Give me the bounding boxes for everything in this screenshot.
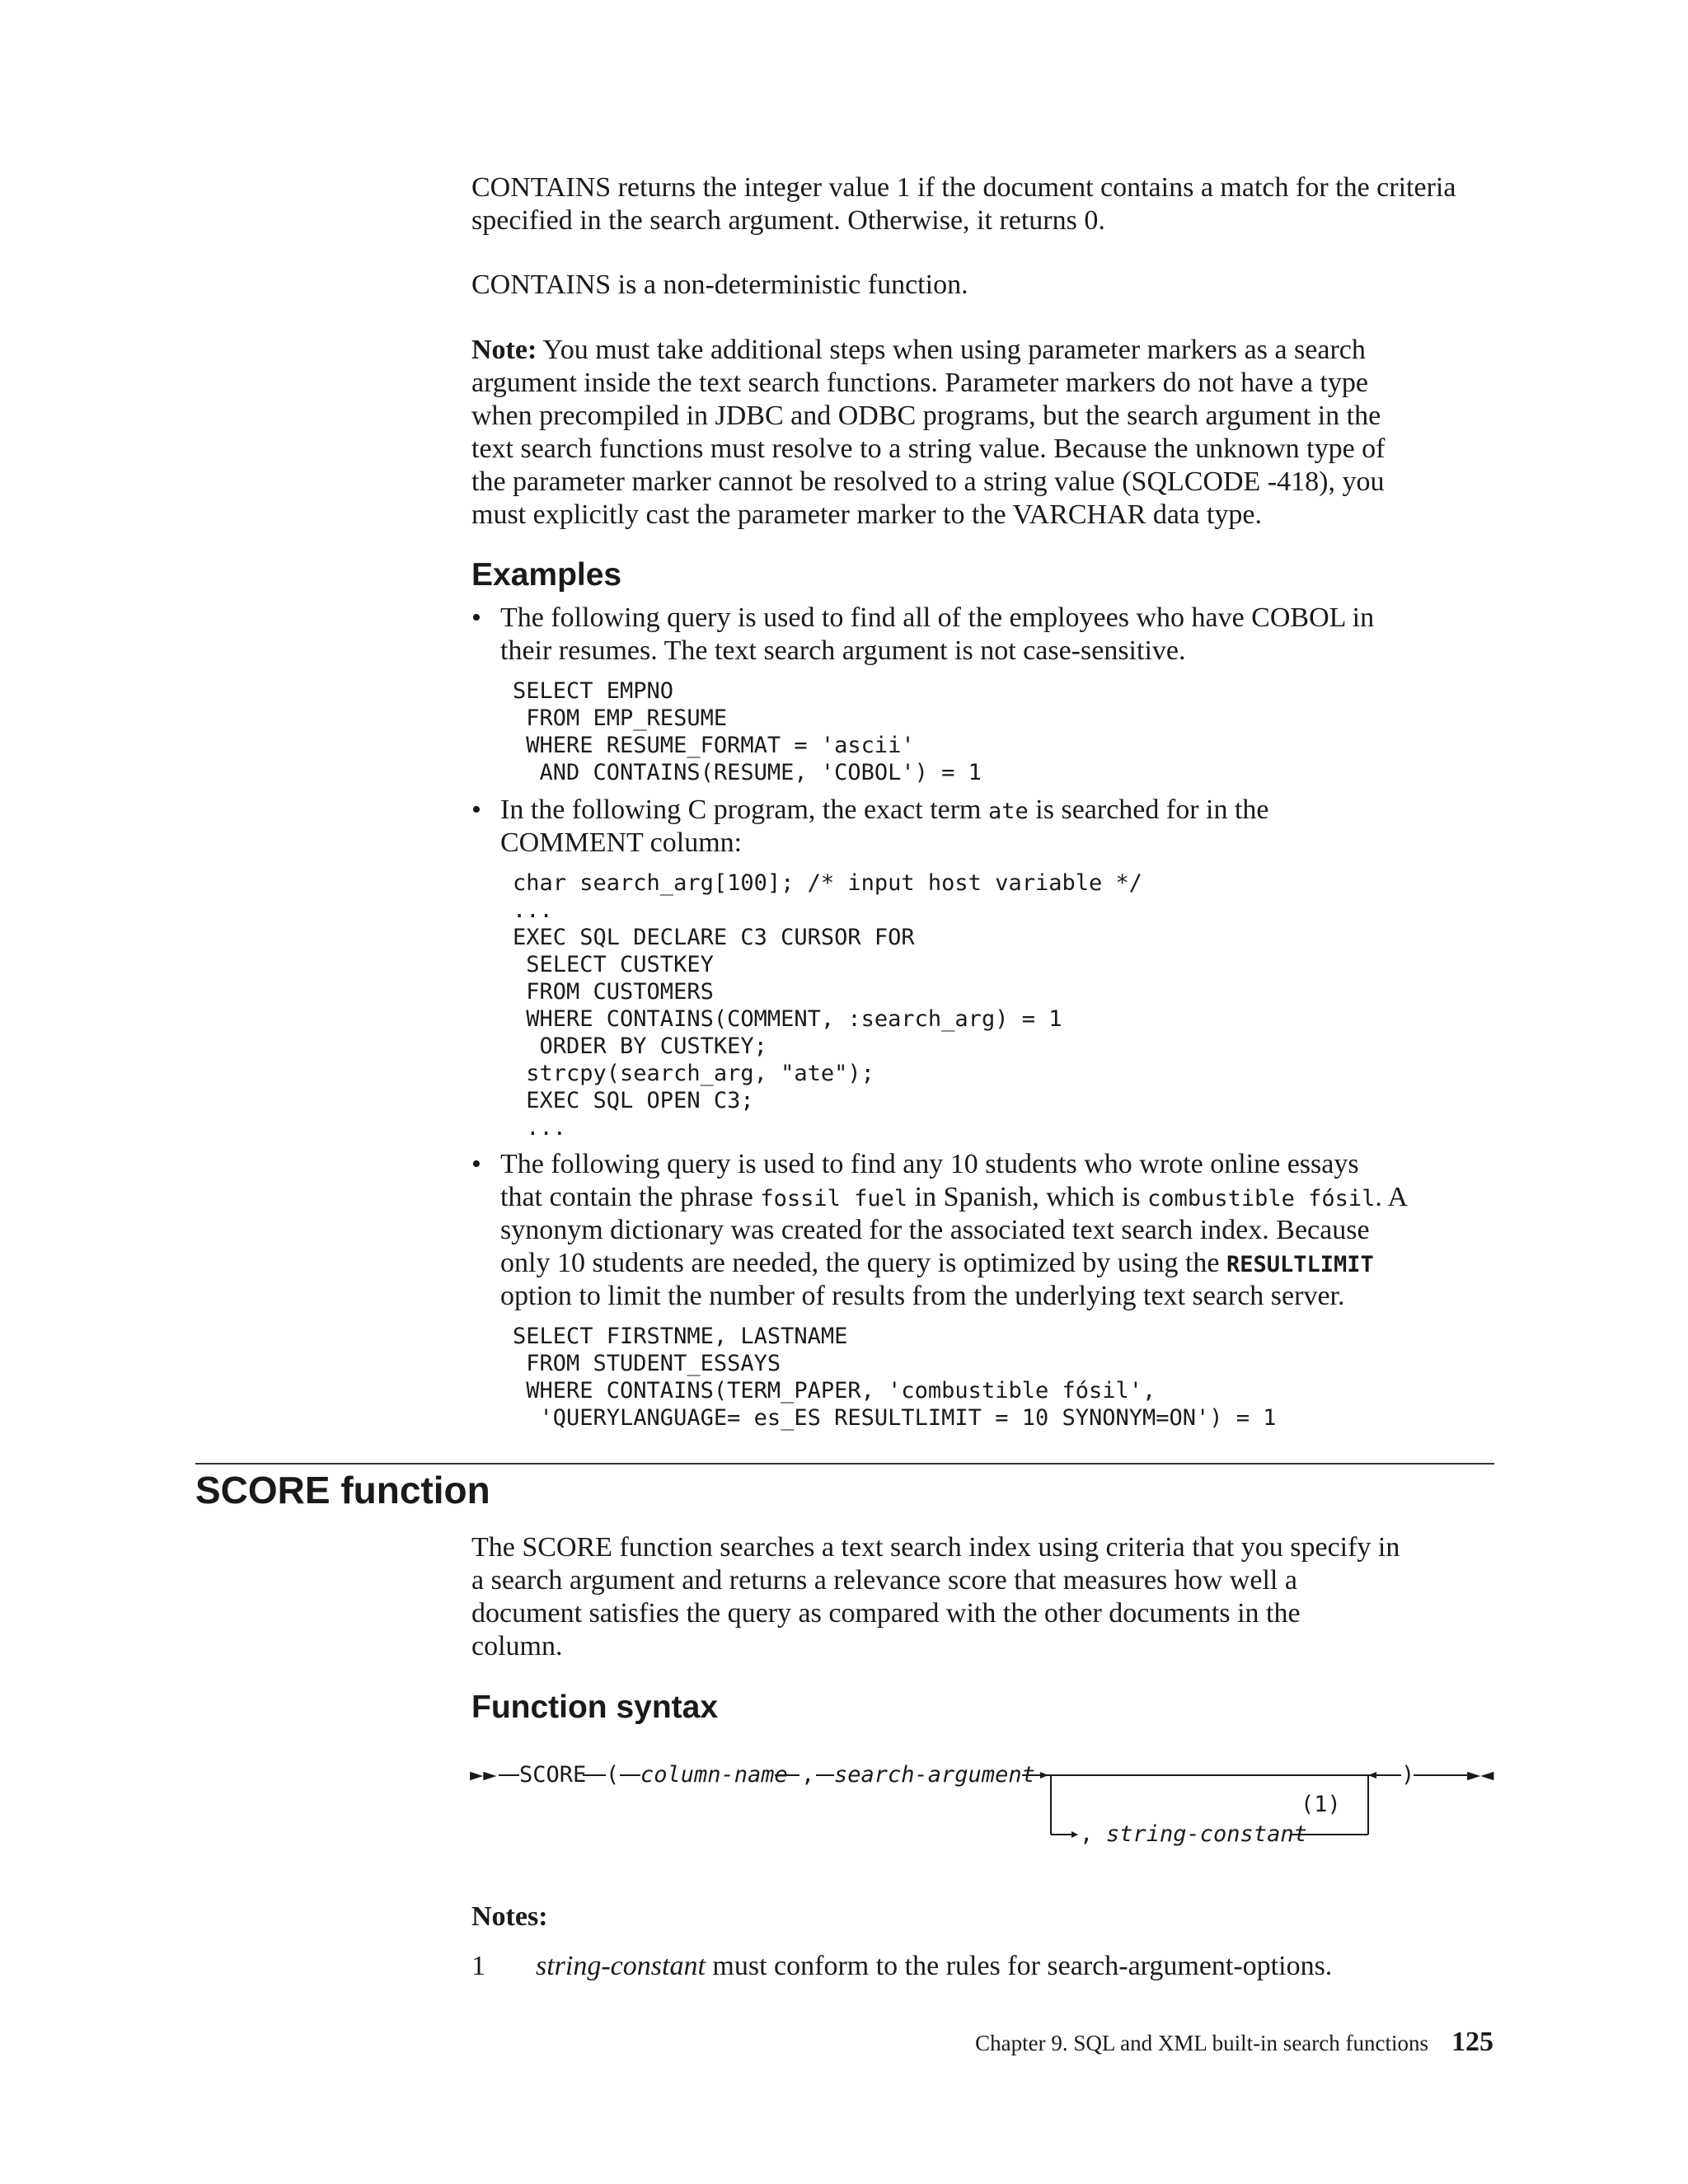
syntax-heading: Function syntax [471,1690,719,1725]
inline-code-resultlimit: RESULTLIMIT [1226,1252,1374,1277]
footer-chapter: Chapter 9. SQL and XML built-in search functions [975,2031,1428,2055]
example-3-line-2: synonym dictionary was created for the associated text search index. Because [500,1215,1370,1245]
examples-heading: Examples [471,557,622,593]
score-desc-line-0: The SCORE function searches a text search index using criteria that you specify in [471,1532,1400,1563]
page-number: 125 [1451,2027,1493,2057]
syntax-function-name: SCORE [519,1762,587,1788]
syntax-start-icon: ►► [470,1762,497,1788]
syntax-search-argument: search-argument [834,1762,1035,1788]
score-desc-line-2: document satisfies the query as compared with the other documents in the [471,1598,1301,1629]
intro-paragraph-2: CONTAINS is a non-deterministic function. [471,269,968,300]
note-number: 1 [471,1951,485,1981]
note-line-4: the parameter marker cannot be resolved to a string value (SQLCODE -418), you [471,466,1385,497]
bullet-icon: • [471,602,481,633]
bullet-icon: • [471,1149,481,1179]
syntax-open-paren: ( [606,1762,620,1788]
example-1-code: SELECT EMPNO FROM EMP_RESUME WHERE RESUME_FORMAT = 'ascii' AND CONTAINS(RESUME, 'COBOL') = 1 [513,678,982,785]
bullet-icon: • [471,794,481,825]
note-line-0: Note: You must take additional steps when using parameter markers as a search [471,335,1366,365]
example-2-line-0: In the following C program, the exact term ate is searched for in the [500,794,1269,825]
example-3-code: SELECT FIRSTNME, LASTNAME FROM STUDENT_ESSAYS WHERE CONTAINS(TERM_PAPER, 'combustible fósil', 'QUERYLANGUAGE= es_ES RESULTLIMIT = 10 SYNONYM=ON') = 1 [513,1324,1277,1431]
note-text: string-constant must conform to the rules for search-argument-options. [536,1951,1333,1981]
example-3-line-4: option to limit the number of results from the underlying text search server. [500,1281,1345,1311]
note-line-1: argument inside the text search functions. Parameter markers do not have a type [471,368,1368,398]
note-line-5: must explicitly cast the parameter marker to the VARCHAR data type. [471,499,1263,530]
example-3-line-0: The following query is used to find any 10 students who wrote online essays [500,1149,1359,1179]
syntax-close-paren: ) [1401,1762,1415,1788]
score-heading: SCORE function [195,1469,490,1511]
notes-heading: Notes: [471,1901,548,1932]
note-block [471,334,1493,532]
section-divider [195,1463,1494,1465]
score-description [471,1531,1493,1663]
inline-code-fossil-fuel: fossil fuel [760,1186,908,1212]
syntax-end-icon: ►◄ [1467,1762,1494,1788]
page-footer [975,2026,1493,2060]
example-3-line-1: that contain the phrase fossil fuel in Spanish, which is combustible fósil. A [500,1182,1409,1212]
syntax-column-name: column-name [640,1762,788,1788]
syntax-option-comma: , [1080,1821,1094,1847]
example-3-line-3: only 10 students are needed, the query is optimized by using the RESULTLIMIT [500,1248,1374,1278]
intro-p2-wrap [471,269,1493,302]
example-2-code: char search_arg[100]; /* input host variable */ ... EXEC SQL DECLARE C3 CURSOR FOR SELECT CUSTKEY FROM CUSTOMERS WHERE CONTAINS(COMMENT, :search_arg) = 1 ORDER BY CUSTKEY; strcpy(search_arg, "ate"); EXEC SQL OPEN C3; ... [513,870,1143,1141]
note-label: Note: [471,335,537,365]
example-1-line-0: The following query is used to find all of the employees who have COBOL in [500,602,1375,633]
notes-heading-wrap [471,1900,1493,1933]
example-2-line-1: COMMENT column: [500,827,743,858]
inline-code-combustible: combustible fósil [1147,1186,1376,1212]
score-desc-line-1: a search argument and returns a relevance score that measures how well a [471,1565,1297,1596]
intro-paragraph-1: CONTAINS returns the integer value 1 if the document contains a match for the criteria specified in the search argument. Otherwise, it returns 0. [471,172,1456,236]
syntax-string-constant: string-constant [1106,1821,1307,1847]
note-line-2: when precompiled in JDBC and ODBC programs, but the search argument in the [471,401,1381,431]
syntax-footnote-ref: (1) [1301,1792,1341,1817]
note-line-3: text search functions must resolve to a string value. Because the unknown type of [471,434,1386,464]
syntax-heading-wrap [471,1690,1493,1726]
inline-code-ate: ate [988,799,1029,824]
examples-heading-wrap [471,557,1493,593]
example-1-line-1: their resumes. The text search argument is not case-sensitive. [500,635,1186,666]
note-term: string-constant [536,1951,706,1981]
syntax-comma: , [801,1762,815,1788]
intro-section [471,171,1493,237]
score-desc-line-3: column. [471,1631,563,1661]
